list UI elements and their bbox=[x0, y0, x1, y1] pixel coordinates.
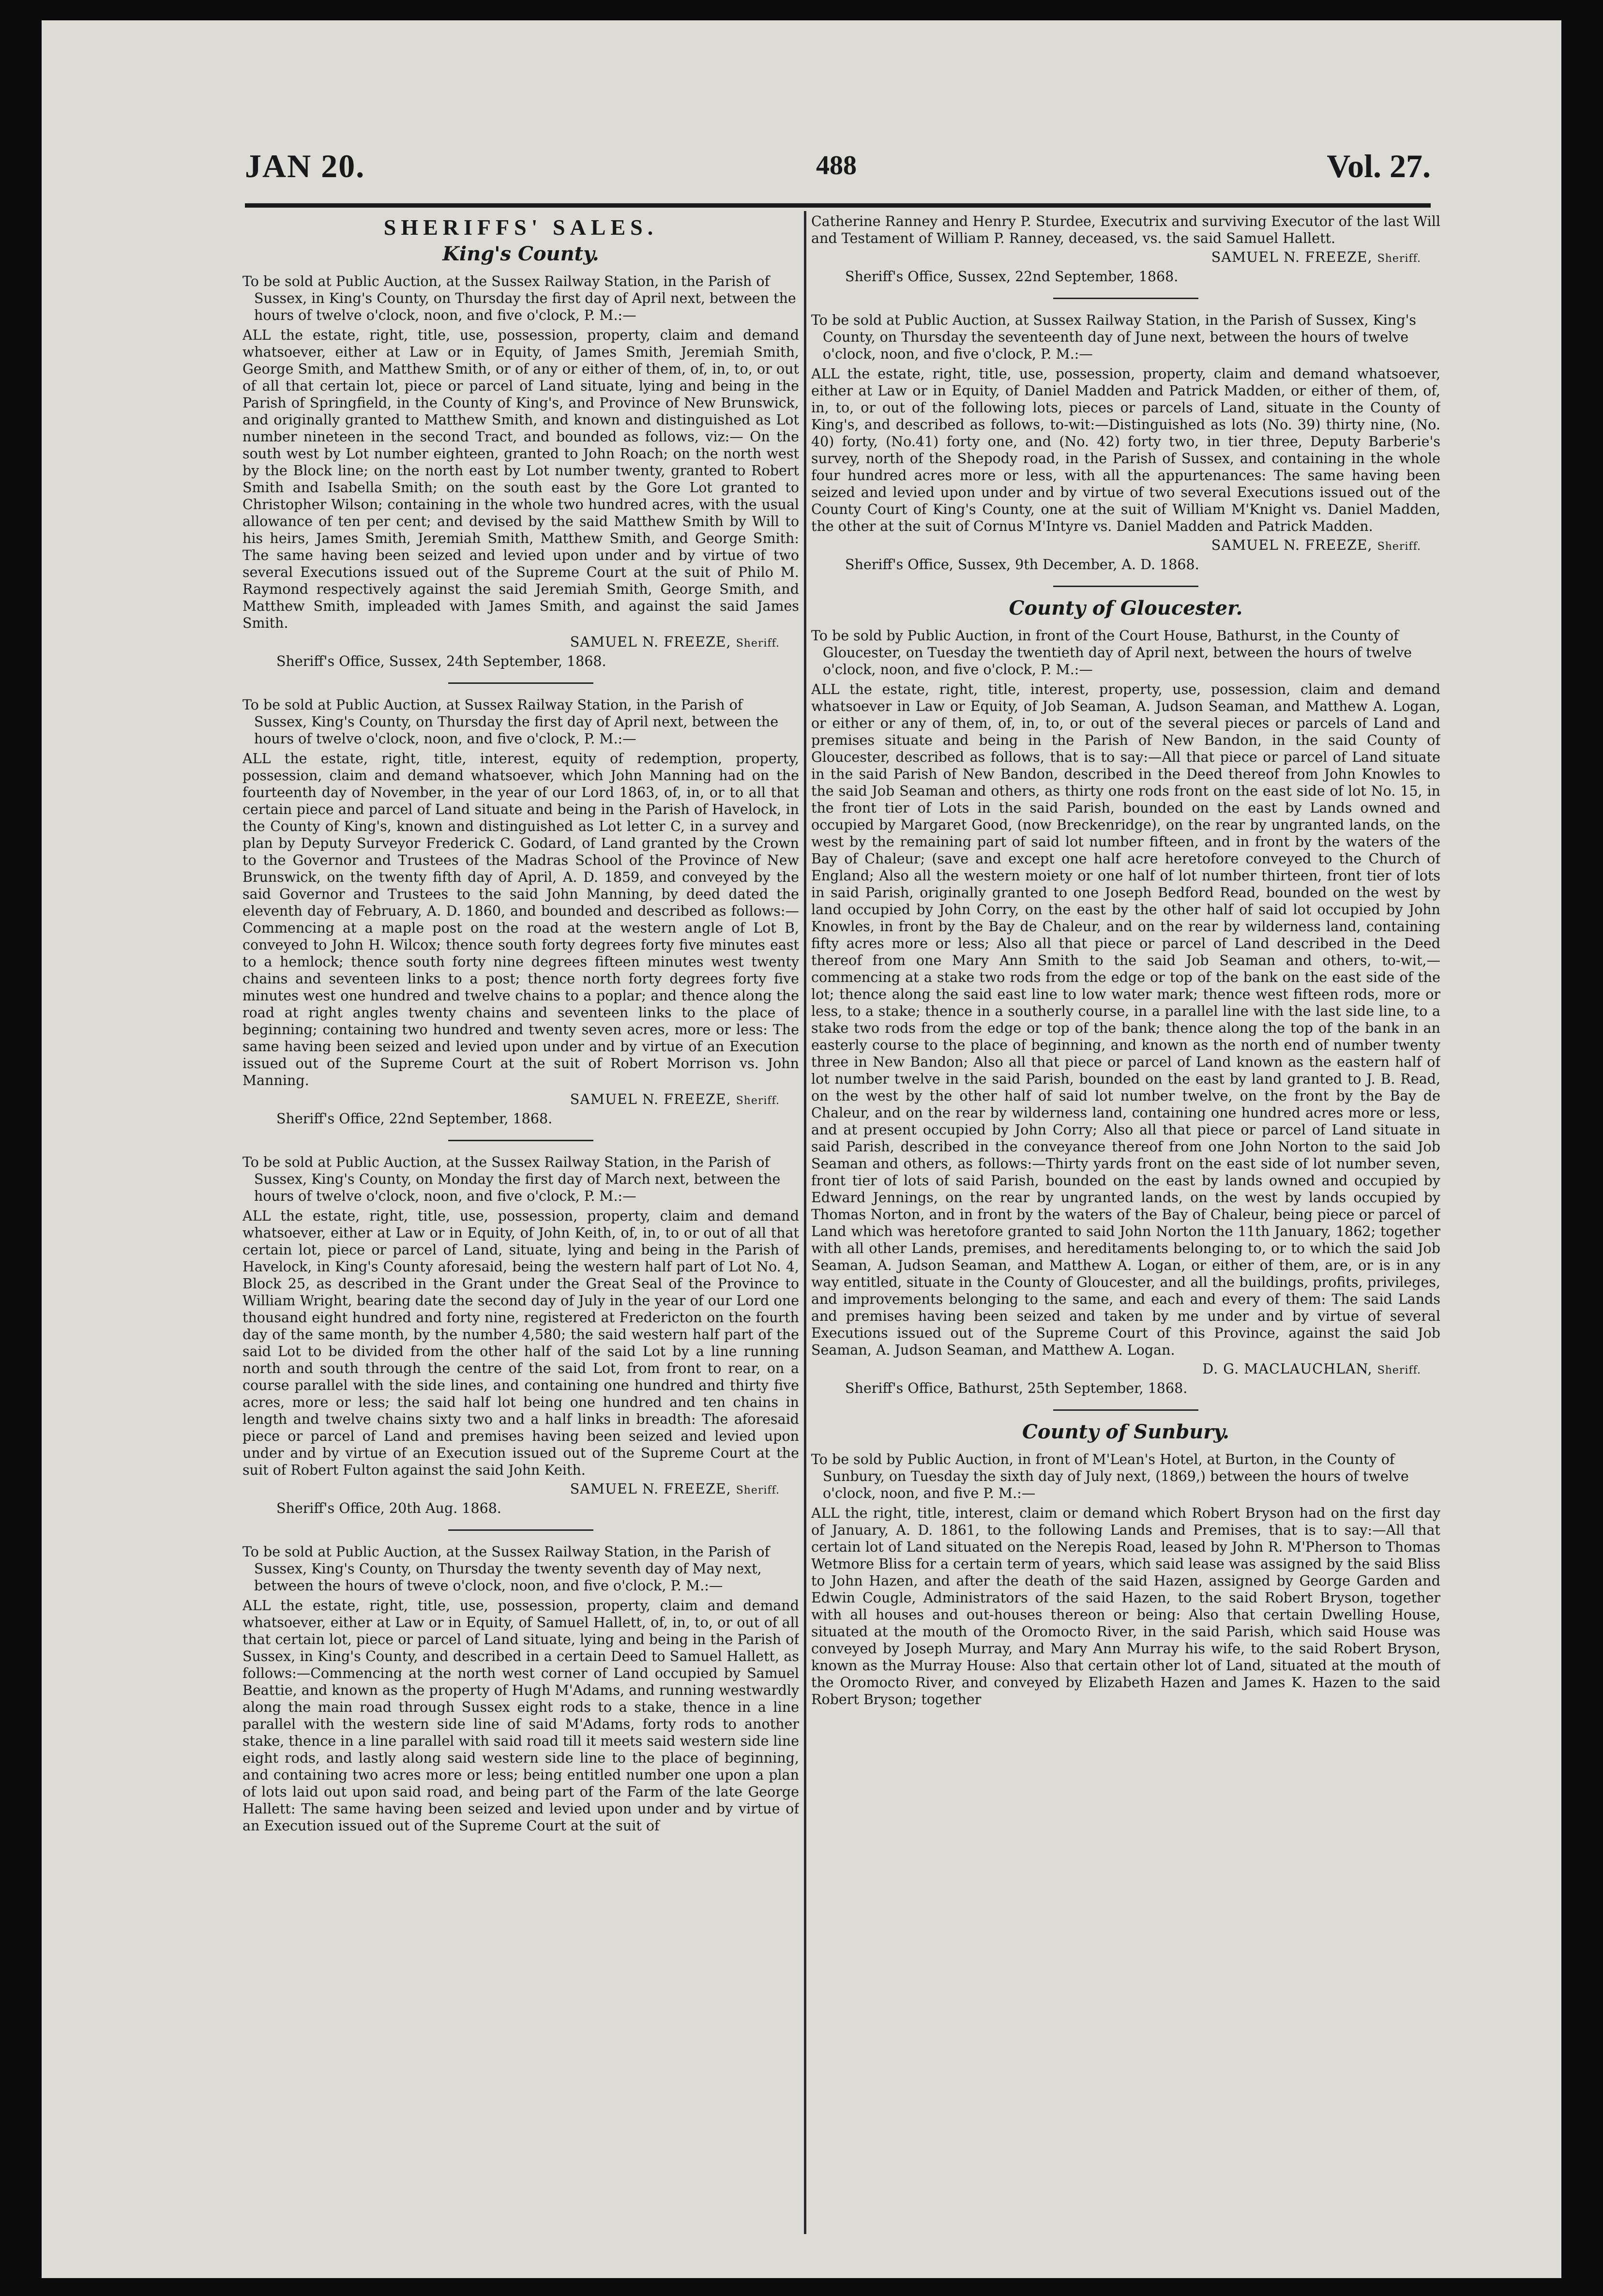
notice-separator bbox=[448, 1140, 593, 1141]
notice bbox=[242, 273, 799, 670]
notice-separator bbox=[1053, 298, 1198, 299]
sheriff-signature bbox=[242, 1091, 780, 1109]
sheriff-name: SAMUEL N. FREEZE, bbox=[1211, 249, 1373, 265]
notice-body: ALL the right, title, interest, claim or demand which Robert Bryson had on the first day of January, A. D. 1861, to the following Lands and Premises, that is to say:—All that certain lot of Land situated on the Nerepis Road, leased by John R. M'Pherson to Thomas Wetmore Bliss for a certain term of years, which said lease was assigned by the said Bliss to John Hazen, and after the death of the said Hazen, assigned by George Garden and Edwin Cougle, Administrators of the said Hazen, to the said Robert Bryson, together with all houses and out-houses thereon or being: Also that certain Dwelling House, situated at the mouth of the Oromocto River, in the said Parish, which said House was conveyed by Joseph Murray, and Mary Ann Murray his wife, to the said Robert Bryson, known as the Murray House: Also that certain other lot of Land, situated at the mouth of the Oromocto River, and conveyed by Elizabeth Hazen and James K. Hazen to the said Robert Bryson; together bbox=[811, 1505, 1440, 1707]
notice-intro: To be sold by Public Auction, in front of the Court House, Bathurst, in the County of Gloucester, on Tuesday the twentieth day of April next, between the hours of twelve o'clock, noon, and five o'clock, P. M.:— bbox=[811, 628, 1412, 678]
sheriff-office-date: Sheriff's Office, Sussex, 9th December, A. D. 1868. bbox=[845, 557, 1199, 573]
sheriff-name: SAMUEL N. FREEZE, bbox=[1211, 537, 1373, 553]
notice-separator bbox=[448, 1529, 593, 1531]
header-rule bbox=[245, 203, 1431, 208]
notice bbox=[811, 312, 1440, 573]
newspaper-page bbox=[42, 20, 1561, 2278]
page-number: 488 bbox=[816, 151, 857, 181]
notice-body: ALL the estate, right, title, use, possession, property, claim and demand whatsoever, either at Law or in Equity, of Daniel Madden and Patrick Madden, or either of them, of, in, to, or out of the following lots, pieces or parcels of Land, situate in the County of King's, and described as follows, to-wit:—Distinguished as lots (No. 39) thirty nine, (No. 40) forty, (No.41) forty one, and (No. 42) forty two, in tier three, Deputy Barberie's survey, north of the Shepody road, in the Parish of Sussex, and containing in the whole four hundred acres more or less, with all the appurtenances: The same having been seized and levied upon under and by virtue of two several Executions issued out of the County Court of King's County, one at the suit of William M'Knight vs. Daniel Madden, the other at the suit of Cornus M'Intyre vs. Daniel Madden and Patrick Madden. bbox=[811, 366, 1440, 534]
notice-intro: To be sold at Public Auction, at the Sussex Railway Station, in the Parish of Sussex, King's County, on Thursday the twenty seventh day of May next, between the hours of tweve o'clock, noon, and five o'clock, P. M.:— bbox=[242, 1544, 770, 1594]
notice-body: ALL the estate, right, title, use, possession, property, claim and demand whatsoever, either at Law or in Equity, of John Keith, of, in, to or out of all that certain lot, piece or parcel of Land, situate, lying and being in the Parish of Havelock, in King's County aforesaid, being the western half part of Lot No. 4, Block 25, as described in the Grant under the Great Seal of the Province to William Wright, bearing date the second day of July in the year of our Lord one thousand eight hundred and forty nine, registered at Fredericton on the fourth day of the same month, by the number 4,580; the said western half part of the said Lot to be divided from the other half of the said Lot by a line running north and south through the centre of the said Lot, from front to rear, on a course parallel with the side lines, and containing one hundred and thirty five acres, more or less; the said half lot being one hundred and ten chains in length and twelve chains sixty two and a half links in breadth: The aforesaid piece or parcel of Land and premises having been seized and levied upon under and by virtue of an Execution issued out of the Supreme Court at the suit of Robert Fulton against the said John Keith. bbox=[242, 1208, 799, 1478]
sheriff-office-date: Sheriff's Office, 20th Aug. 1868. bbox=[276, 1500, 501, 1516]
sheriff-signature bbox=[242, 634, 780, 652]
notice bbox=[242, 696, 799, 1127]
issue-date: JAN 20. bbox=[245, 148, 365, 184]
sheriff-title: Sheriff. bbox=[736, 1484, 780, 1496]
sheriff-title: Sheriff. bbox=[736, 637, 780, 650]
column-divider bbox=[804, 211, 806, 2234]
sheriff-name: SAMUEL N. FREEZE, bbox=[570, 1481, 731, 1497]
sheriff-office-date: Sheriff's Office, 22nd September, 1868. bbox=[276, 1111, 553, 1127]
notice-intro: To be sold at Public Auction, at the Sussex Railway Station, in the Parish of Sussex, in King's County, on Thursday the first day of April next, between the hours of twelve o'clock, noon, and five o'clock, P. M.:— bbox=[242, 273, 796, 323]
sheriff-name: SAMUEL N. FREEZE, bbox=[570, 1091, 731, 1107]
notice-body: ALL the estate, right, title, interest, equity of redemption, property, possession, claim and demand whatsoever, which John Manning had on the fourteenth day of November, in the year of our Lord 1863, of, in, or to all that certain piece and parcel of Land situate and being in the Parish of Havelock, in the County of King's, known and distinguished as Lot letter C, in a survey and plan by Deputy Surveyor Frederick C. Godard, of Land granted by the Crown to the Governor and Trustees of the Madras School of the Province of New Brunswick, on the twenty fifth day of April, A. D. 1859, and conveyed by the said Governor and Trustees to the said John Manning, by deed dated the eleventh day of February, A. D. 1860, and bounded and described as follows:—Commencing at a maple post on the road at the western angle of Lot B, conveyed to John H. Wilcox; thence south forty degrees forty five minutes east to a hemlock; thence south forty nine degrees fifteen minutes west twenty chains and seventeen links to a post; thence north forty degrees forty five minutes west one hundred and twelve chains to a poplar; and thence along the road at right angles twenty chains and seventeen links to the place of beginning; containing two hundred and twenty seven acres, more or less: The same having been seized and levied upon under and by virtue of an Execution issued out of the Supreme Court at the suit of Robert Morrison vs. John Manning. bbox=[242, 751, 799, 1088]
county-heading-kings: King's County. bbox=[442, 242, 599, 265]
sheriff-title: Sheriff. bbox=[1377, 1364, 1421, 1376]
notice-intro: To be sold by Public Auction, in front of M'Lean's Hotel, at Burton, in the County of Sunbury, on Tuesday the sixth day of July next, (1869,) between the hours of twelve o'clock, noon, and five P. M.:— bbox=[811, 1451, 1409, 1501]
page-header bbox=[245, 142, 1431, 195]
notice-intro: To be sold at Public Auction, at the Sussex Railway Station, in the Parish of Sussex, King's County, on Monday the first day of March next, between the hours of twelve o'clock, noon, and five o'clock, P. M.:— bbox=[242, 1154, 781, 1204]
notice bbox=[242, 1154, 799, 1517]
notice-intro: To be sold at Public Auction, at Sussex Railway Station, in the Parish of Sussex, King's County, on Thursday the seventeenth day of June next, between the hours of twelve o'clock, noon, and five o'clock, P. M.:— bbox=[811, 312, 1417, 362]
section-title: SHERIFFS' SALES. bbox=[383, 215, 658, 240]
sheriff-title: Sheriff. bbox=[1377, 541, 1421, 553]
sheriff-title: Sheriff. bbox=[1377, 253, 1421, 265]
notice-separator bbox=[448, 682, 593, 684]
county-heading-sunbury: County of Sunbury. bbox=[1022, 1420, 1229, 1443]
county-heading-gloucester: County of Gloucester. bbox=[1009, 597, 1243, 619]
notice-intro: To be sold at Public Auction, at Sussex Railway Station, in the Parish of Sussex, King's County, on Thursday the first day of April next, between the hours of twelve o'clock, noon, and five o'clock, P. M.:— bbox=[242, 697, 779, 747]
notice bbox=[242, 1543, 799, 1834]
notice-separator bbox=[1053, 586, 1198, 587]
notice bbox=[811, 1451, 1440, 1708]
sheriff-title: Sheriff. bbox=[736, 1095, 780, 1107]
notice-continuation: Catherine Ranney and Henry P. Sturdee, Executrix and surviving Executor of the last Will and Testament of William P. Ranney, deceased, vs. the said Samuel Hallett. bbox=[811, 213, 1440, 246]
notice-separator bbox=[1053, 1409, 1198, 1411]
notice-body: ALL the estate, right, title, interest, property, use, possession, claim and demand whatsoever in Law or Equity, of Job Seaman, A. Judson Seaman, and Matthew A. Logan, or either or any of them, of, in, to, or out of the several pieces or parcels of Land and premises situate and being in the Parish of New Bandon, in the said County of Gloucester, described as follows, that is to say:—All that piece or parcel of Land situate in the said Parish of New Bandon, described in the Deed thereof from John Knowles to the said Job Seaman and others, as thirty one rods front on the east side of lot No. 15, in the front tier of Lots in the said Parish, bounded on the east by Lands owned and occupied by Margaret Good, (now Breckenridge), on the rear by ungranted lands, on the west by the remaining part of said lot number fifteen, and in front by the waters of the Bay of Chaleur; (save and except one half acre heretofore conveyed to the Church of England; Also all the western moiety or one half of lot number thirteen, front tier of lots in said Parish, originally granted to one Joseph Bedford Read, bounded on the west by land occupied by John Corry, on the east by the other half of said lot occupied by John Knowles, in front by the Bay de Chaleur, and on the rear by wilderness land, containing fifty acres more or less; Also all that piece or parcel of Land described in the Deed thereof from one Mary Ann Smith to the said Job Seaman and others, to-wit,—commencing at a stake two rods from the edge or top of the bank on the east side of the lot; thence along the said east line to low water mark; thence west fifteen rods, more or less, to a stake; thence in a southerly course, in a parallel line with the last side line, to a stake two rods from the edge or top of the bank; thence along the top of the bank in an easterly course to the place of beginning, and known as the north end of number twenty three in New Bandon; Also all that piece or parcel of Land known as the eastern half of lot number twelve in the said Parish, bounded on the east by land granted to J. B. Read, on the west by the other half of said lot number twelve, on the front by the Bay de Chaleur, and on the rear by wilderness land, containing one hundred acres more or less, and at present occupied by John Corry; Also all that piece or parcel of Land situate in said Parish, described in the conveyance thereof from one John Norton to the said Job Seaman and others, as follows:—Thirty yards front on the east side of lot number seven, front tier of lots of said Parish, bounded on the east by lands owned and occupied by Edward Jennings, on the rear by ungranted lands, on the west by lands occupied by Thomas Norton, and in front by the waters of the Bay of Chaleur, being piece or parcel of Land which was heretofore granted to said John Norton the 11th January, 1862; together with all other Lands, premises, and hereditaments belonging to, or to which the said Job Seaman, A. Judson Seaman, and Matthew A. Logan, or either of them, are, or is in any way entitled, situate in the County of Gloucester, and all the buildings, profits, privileges, and improvements belonging to the same, and each and every of them: The said Lands and premises having been seized and taken by me under and by virtue of several Executions issued out of the Supreme Court of this Province, against the said Job Seaman, A. Judson Seaman, and Matthew A. Logan. bbox=[811, 681, 1440, 1358]
sheriff-name: D. G. MACLAUCHLAN, bbox=[1202, 1361, 1373, 1377]
sheriff-name: SAMUEL N. FREEZE, bbox=[570, 634, 731, 650]
sheriff-office-date: Sheriff's Office, Sussex, 24th September, 1868. bbox=[276, 653, 606, 669]
sheriff-signature bbox=[811, 249, 1421, 267]
volume-number: Vol. 27. bbox=[1327, 148, 1431, 184]
sheriff-office-date: Sheriff's Office, Sussex, 22nd September, 1868. bbox=[845, 269, 1179, 285]
sheriff-office-date: Sheriff's Office, Bathurst, 25th September, 1868. bbox=[845, 1380, 1188, 1396]
sheriff-signature bbox=[811, 537, 1421, 555]
right-column bbox=[811, 213, 1440, 2221]
notice bbox=[811, 627, 1440, 1397]
notice-body: ALL the estate, right, title, use, possession, property, claim and demand whatsoever, either at Law or in Equity, of James Smith, Jeremiah Smith, George Smith, and Matthew Smith, or of any or either of them, of, in, to, or out of all that certain lot, piece or parcel of Land situate, lying and being in the Parish of Springfield, in the County of King's, and Province of New Brunswick, and originally granted to Matthew Smith, and known and distinguished as Lot number nineteen in the second Tract, and bounded as follows, viz:— On the south west by Lot number eighteen, granted to John Roach; on the north west by the Block line; on the north east by Lot number twenty, granted to Robert Smith and Isabella Smith; on the south east by the Gore Lot granted to Christopher Wilson; containing in the whole two hundred acres, with the usual allowance of ten per cent; and devised by the said Matthew Smith by Will to his heirs, James Smith, Jeremiah Smith, Matthew Smith, and George Smith: The same having been seized and levied upon under and by virtue of two several Executions issued out of the Supreme Court at the suit of Philo M. Raymond respectively against the said Jeremiah Smith, George Smith, and Matthew Smith, impleaded with James Smith, and against the said James Smith. bbox=[242, 327, 799, 631]
left-column bbox=[242, 213, 799, 2221]
sheriff-signature bbox=[811, 1360, 1421, 1379]
notice-body: ALL the estate, right, title, use, possession, property, claim and demand whatsoever, either at Law or in Equity, of Samuel Hallett, of, in, to, or out of all that certain lot, piece or parcel of Land situate, lying and being in the Parish of Sussex, in King's County, and described in a certain Deed to Samuel Hallett, as follows:—Commencing at the north west corner of Land occupied by Samuel Beattie, and known as the property of Hugh M'Adams, and running westwardly along the main road through Sussex eight rods to a stake, thence in a line parallel with the western side line of said M'Adams, forty rods to another stake, thence in a line parallel with said road till it meets said western side line eight rods, and lastly along said western side line to the place of beginning, and containing two acres more or less; being entitled number one upon a plan of lots laid out upon said road, and being part of the Farm of the late George Hallett: The same having been seized and levied upon under and by virtue of an Execution issued out of the Supreme Court at the suit of bbox=[242, 1598, 799, 1834]
sheriff-signature bbox=[242, 1480, 780, 1499]
